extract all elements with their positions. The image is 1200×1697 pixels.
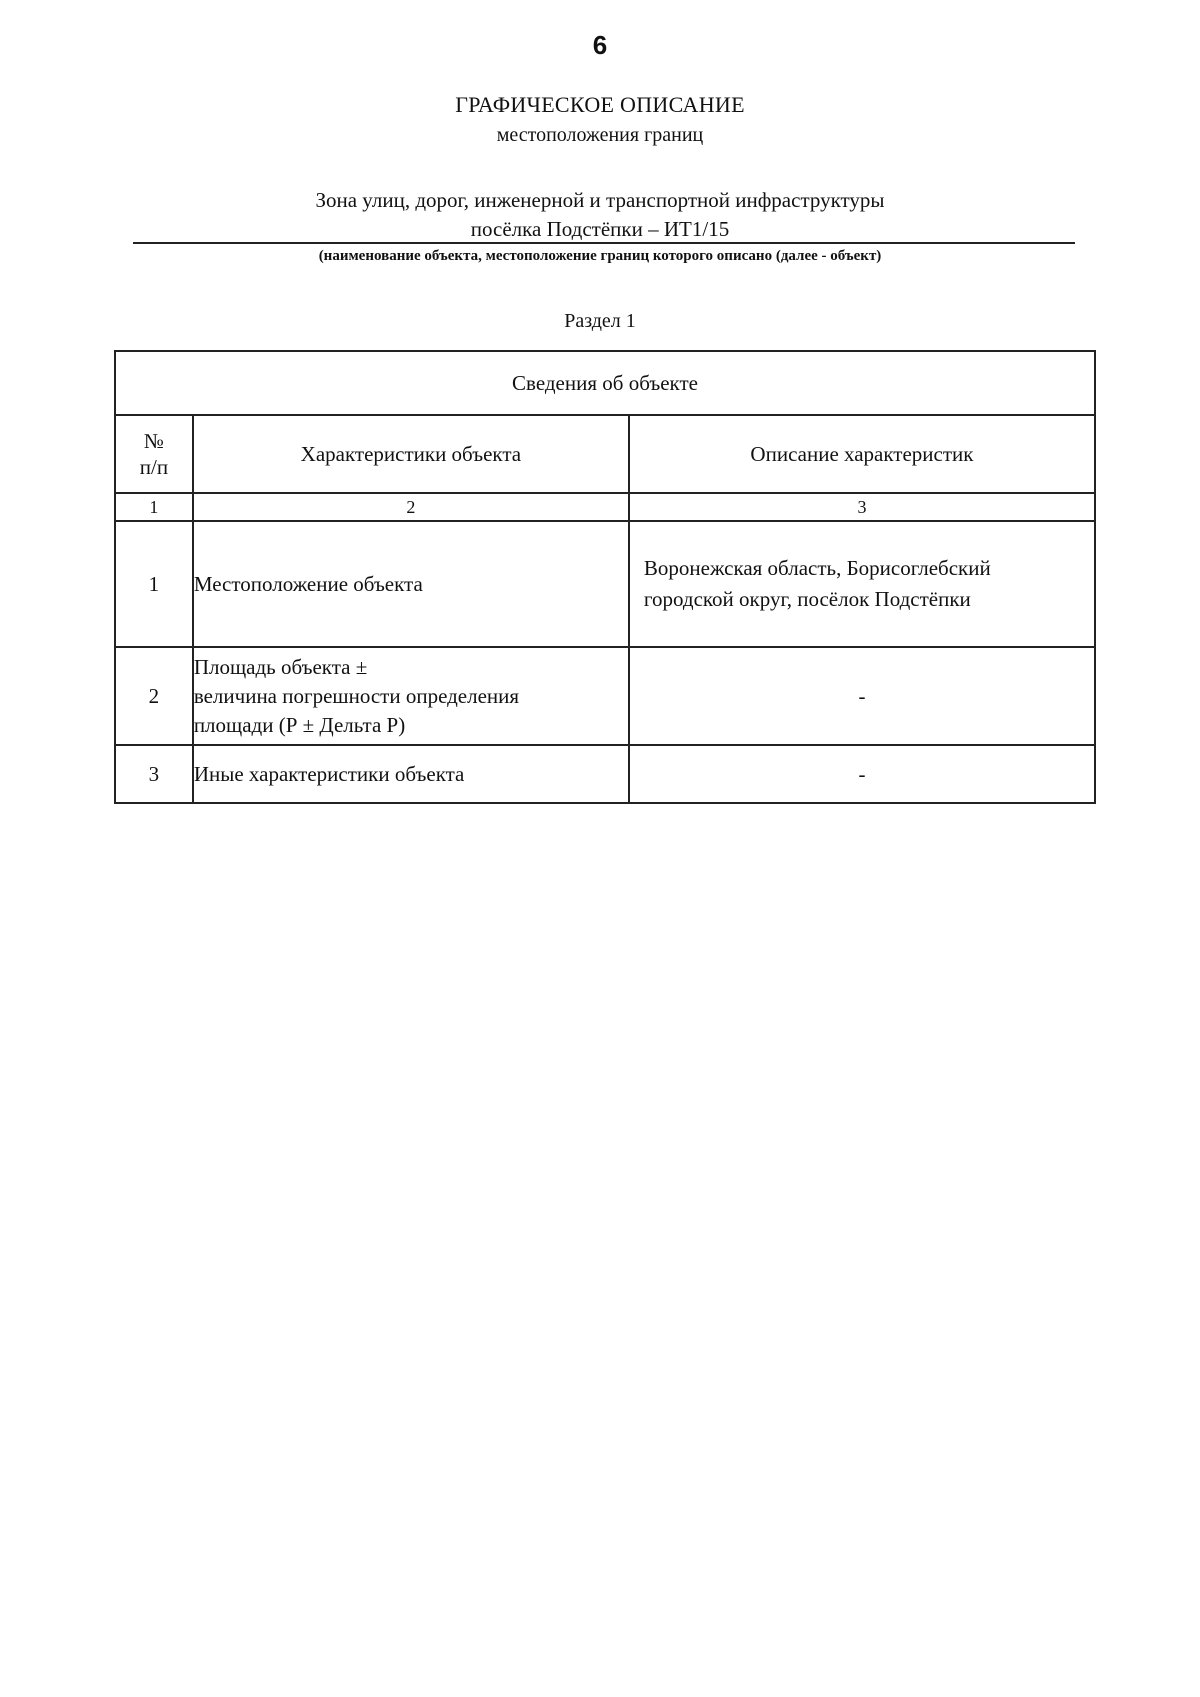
column-number-3: 3 bbox=[629, 493, 1095, 521]
object-name bbox=[0, 186, 1200, 244]
object-name-underline bbox=[133, 242, 1075, 244]
header-number-line-1: № bbox=[143, 429, 164, 453]
row-characteristic-line: площади (Р ± Дельта Р) bbox=[193, 712, 406, 737]
row-description bbox=[629, 521, 1095, 647]
header-number bbox=[115, 415, 193, 493]
table-header-row bbox=[115, 415, 1095, 493]
header-description: Описание характеристик bbox=[629, 415, 1095, 493]
row-characteristic bbox=[193, 745, 629, 803]
object-name-line-1: Зона улиц, дорог, инженерной и транспортной инфраструктуры bbox=[315, 188, 885, 212]
row-number: 3 bbox=[115, 745, 193, 803]
document-subtitle: местоположения границ bbox=[496, 124, 704, 146]
row-description bbox=[629, 647, 1095, 745]
table-row bbox=[115, 521, 1095, 647]
section-label: Раздел 1 bbox=[564, 310, 636, 332]
row-number: 1 bbox=[115, 521, 193, 647]
table-row bbox=[115, 647, 1095, 745]
object-caption: (наименование объекта, местоположение границ которого описано (далее - объект) bbox=[318, 248, 882, 264]
table-caption: Сведения об объекте bbox=[115, 351, 1095, 415]
row-number: 2 bbox=[115, 647, 193, 745]
row-characteristic bbox=[193, 647, 629, 745]
row-characteristic-line: Площадь объекта ± bbox=[193, 654, 368, 679]
row-description-line: городской округ, посёлок Подстёпки bbox=[643, 587, 971, 611]
header-characteristics: Характеристики объекта bbox=[193, 415, 629, 493]
page-number: 6 bbox=[592, 30, 608, 60]
column-number-2: 2 bbox=[193, 493, 629, 521]
header-number-line-2: п/п bbox=[139, 455, 169, 479]
document-title: ГРАФИЧЕСКОЕ ОПИСАНИЕ bbox=[455, 92, 745, 117]
object-info-table bbox=[114, 350, 1096, 804]
column-number-1: 1 bbox=[115, 493, 193, 521]
row-description-line: - bbox=[858, 761, 866, 786]
table-row bbox=[115, 745, 1095, 803]
object-name-line-2: посёлка Подстёпки – ИТ1/15 bbox=[470, 217, 730, 241]
row-characteristic-line: Иные характеристики объекта bbox=[193, 761, 465, 786]
row-characteristic-line: Местоположение объекта bbox=[193, 571, 423, 596]
table-caption-row bbox=[115, 351, 1095, 415]
row-description-line: Воронежская область, Борисоглебский bbox=[643, 556, 991, 580]
column-number-row bbox=[115, 493, 1095, 521]
row-description-line: - bbox=[858, 683, 866, 708]
row-characteristic-line: величина погрешности определения bbox=[193, 683, 520, 708]
row-description bbox=[629, 745, 1095, 803]
row-characteristic bbox=[193, 521, 629, 647]
